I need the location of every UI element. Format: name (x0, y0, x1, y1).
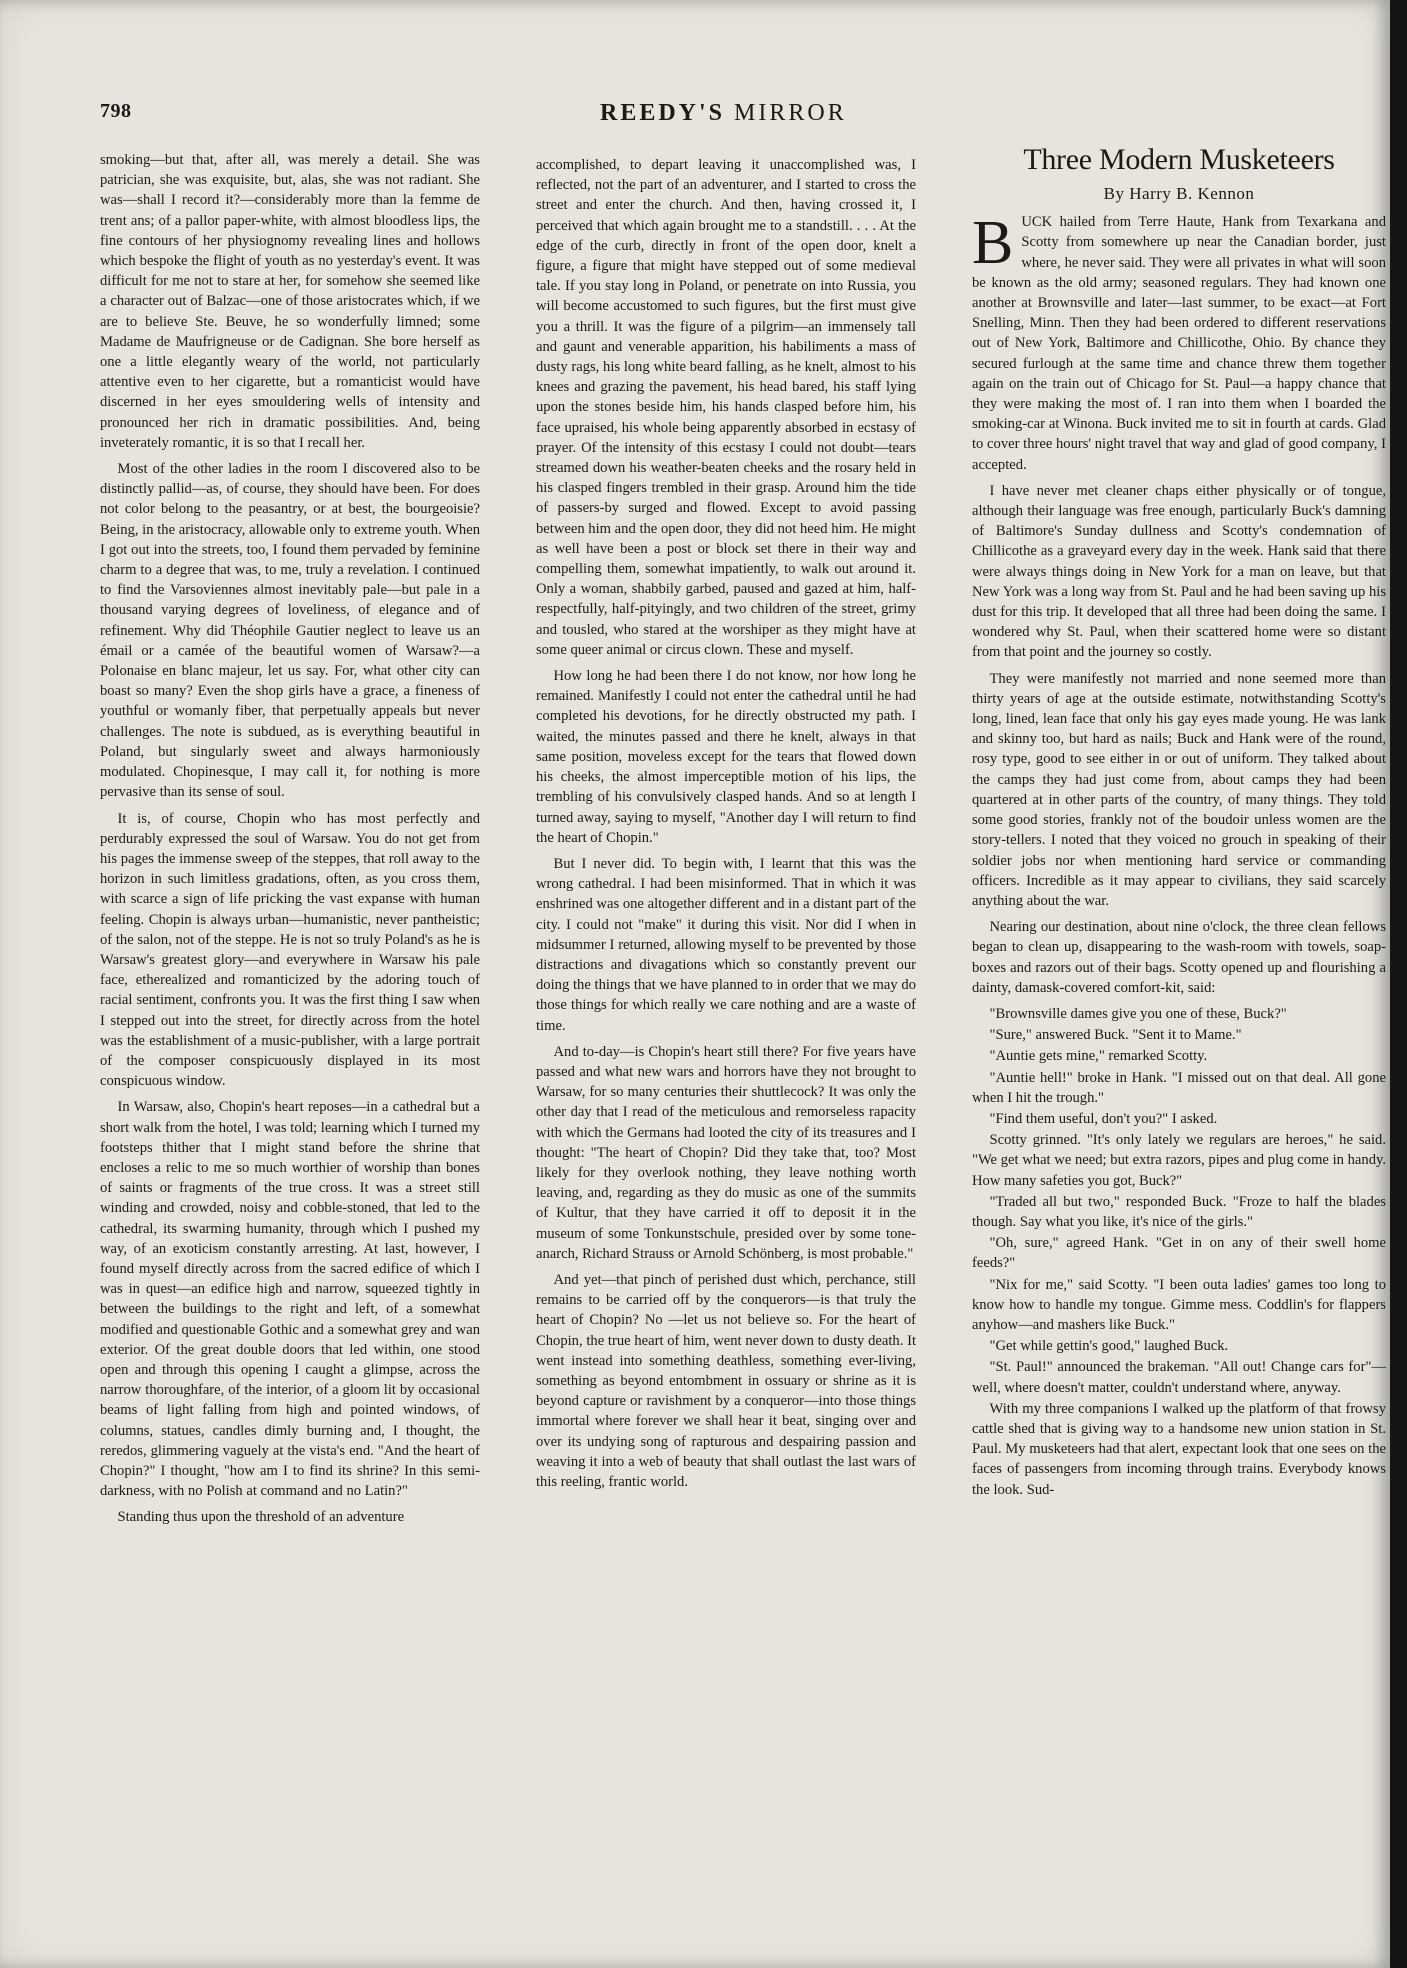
text-column-3 (972, 140, 1386, 1501)
article-title: Three Modern Musketeers (1023, 143, 1335, 176)
masthead-brand: REEDY'S (600, 100, 726, 126)
masthead-title: MIRROR (734, 100, 847, 126)
paragraph: And to-day—is Chopin's heart still there? For five years have passed and what new wars and horrors have they not brought to Warsaw, for so many centuries their shuttlecock? It was only the other day that I read of the meticulous and remorseless rapacity with which the Germans had looted the city of its treasures and I thought: "The heart of Chopin? Did they take that, too? Most likely for they overlook nothing, they leave nothing worth leaving, and, regarding as they do music as one of the summits of Kultur, that they have carried it off to deposit it in the museum of some Tonkunstschule, presided over by some tone-anarch, Richard Strauss or Arnold Schönberg, is most probable." (536, 1043, 916, 1262)
dialogue-line: "Traded all but two," responded Buck. "Froze to half the blades though. Say what you like, it's nice of the girls." (972, 1193, 1386, 1230)
scan-edge (1390, 0, 1407, 1968)
paragraph: Nearing our destination, about nine o'clock, the three clean fellows began to clean up, disappearing to the wash-room with towels, soap-boxes and razors out of their bags. Scotty opened up and flourishing a dainty, damask-covered comfort-kit, said: (972, 919, 1386, 996)
paragraph: accomplished, to depart leaving it unaccomplished was, I reflected, not the part of an adventurer, and I started to cross the street and enter the church. And then, having crossed it, I perceived that which again brought me to a standstill. . . . At the edge of the curb, directly in front of the open door, knelt a figure, a figure that might have stepped out of some medieval tale. If you stay long in Poland, or penetrate on into Russia, you will become accustomed to such figures, but the first must give you a thrill. It was the figure of a pilgrim—an immensely tall and gaunt and venerable apparition, his habiliments a mass of dusty rags, his long white beard falling, as he knelt, almost to his knees and grazing the pavement, his head bared, his staff lying upon the stones beside him, his hands clasped before him, his face upraised, his whole being apparently absorbed in ecstasy of prayer. Of the intensity of this ecstasy I could not doubt—tears streamed down his weather-beaten cheeks and the rosary held in his clasped fingers trembled in their grasp. Around him the tide of passers-by surged and flowed. Except to avoid passing between him and the open door, they did not heed him. He might as well have been a post or block set there in their way and compelling them, somewhat impatiently, to walk out around it. Only a woman, shabbily garbed, paused and gazed at him, half-respectfully, half-pityingly, and two children of the street, grimy and tousled, who stared at the worshiper as they might have at some queer animal or circus clown. These and myself. (536, 157, 916, 658)
dialogue-line: Scotty grinned. "It's only lately we regulars are heroes," he said. "We get what we need; but extra razors, pipes and plug come in handy. How many safeties you got, Buck?" (972, 1132, 1386, 1189)
dialogue-line: "St. Paul!" announced the brakeman. "All out! Change cars for"—well, where doesn't matter, couldn't understand where, anyway. (972, 1359, 1386, 1396)
paragraph: How long he had been there I do not know, nor how long he remained. Manifestly I could not enter the cathedral until he had completed his devotions, for he directly obstructed my path. I waited, the minutes passed and there he knelt, always in that same position, moveless except for the tears that flowed down his cheeks, the almost imperceptible motion of his lips, the trembling of his convulsively clasped hands. And so at length I turned away, saying to myself, "Another day I will return to find the heart of Chopin." (536, 668, 916, 846)
dialogue-line: "Auntie gets mine," remarked Scotty. (989, 1048, 1208, 1065)
lead-text: UCK hailed from Terre Haute, Hank from Texarkana and Scotty from somewhere up near the Canadian border, just where, he never said. They were all privates in what will soon be known as the old army; seasoned regulars. They had known one another at Brownsville and later—last summer, to be exact—at Fort Snelling, Minn. Then they had been ordered to different reservations out of New York, Baltimore and Chillicothe, Ohio. By chance they secured furlough at the same time and chance threw them together again on the train out of Chicago for St. Paul—a happy chance that they were making the most of. I ran into them when I boarded the smoking-car at Winona. Buck invited me to sit in fourth at cards. Glad to cover three hours' night travel that way and glad of good company, I accepted. (972, 214, 1386, 473)
paragraph: It is, of course, Chopin who has most perfectly and perdurably expressed the soul of Warsaw. You do not get from his pages the immense sweep of the steppes, that roll away to the horizon in such limitless gradations, often, as you cross them, with scarce a sign of life pricking the vast expanse with human feeling. Chopin is always urban—humanistic, never pantheistic; of the salon, not of the steppe. He is not so truly Poland's as he is Warsaw's greatest glory—and everywhere in Warsaw his pale face, etherealized and romanticized by the adoring touch of racial sentiment, confronts you. It was the first thing I saw when I stepped out into the street, for directly across from the hotel was the establishment of a music-publisher, with a large portrait of the composer conspicuously displayed in its most conspicuous window. (100, 810, 480, 1090)
paragraph: In Warsaw, also, Chopin's heart reposes—in a cathedral but a short walk from the hotel, I was told; learning which I turned my footsteps thither that I might stand before the shrine that encloses a relic to me so much worthier of worship than bones of saints or fragments of the true cross. It was a street still winding and crowded, noisy and cobble-stoned, that led to the cathedral, its swarming humanity, through which I pushed my way, of an exoticism constantly arresting. At last, however, I found myself directly across from the sacred edifice of which I was in quest—an edifice high and narrow, squeezed tightly in between the buildings to the right and left, of a somewhat modified and questionable Gothic and a somewhat grey and wan exterior. Of the great double doors that led within, one stood open and through this opening I caught a glimpse, across the narrow thoroughfare, of the interior, of a gloom lit by occasional beams of light falling from high and pointed windows, of columns, statues, candles dimly burning and, I thought, the reredos, glimmering vaguely at the vista's end. "And the heart of Chopin?" I thought, "how am I to find its shrine? In this semi-darkness, with no Polish at command and no Latin?" (100, 1099, 480, 1500)
paragraph: Standing thus upon the threshold of an adventure (117, 1509, 405, 1526)
paragraph: Most of the other ladies in the room I discovered also to be distinctly pallid—as, of course, they should have been. For does not color belong to the peasantry, or at best, the bourgeoisie? Being, in the aristocracy, allowable only to extreme youth. When I got out into the streets, too, I found them pervaded by feminine charm to a degree that was, to me, truly a revelation. I continued to find the Varsoviennes almost inevitably pale—but pale in a thousand varying degrees of loveliness, of elegance and of refinement. Why did Théophile Gautier neglect to leave us an émail or a camée of the beautiful women of Warsaw?—a Polonaise en blanc majeur, let us say. For, what other city can boast so many? Even the shop girls have a grace, a fineness of youthful or womanly fiber, that perpetually appeals but never challenges. The note is subdued, as is everything beautiful in Poland, but singularly sweet and always harmoniously modulated. Chopinesque, I may call it, for nothing is more pervasive than its sense of soul. (100, 461, 480, 801)
dialogue-line: "Auntie hell!" broke in Hank. "I missed out on that deal. All gone when I hit the trough." (972, 1069, 1386, 1106)
dialogue-line: With my three companions I walked up the platform of that frowsy cattle shed that is giving way to a handsome new union station in St. Paul. My musketeers had that alert, expectant look that one sees on the faces of passengers from incoming through trains. Everybody knows the look. Sud- (972, 1400, 1386, 1498)
dialogue-line: "Sure," answered Buck. "Sent it to Mame." (989, 1027, 1242, 1044)
lead-paragraph (972, 209, 1386, 475)
dialogue-line: "Oh, sure," agreed Hank. "Get in on any of their swell home feeds?" (972, 1235, 1386, 1272)
page-number: 798 (100, 100, 132, 122)
paragraph: They were manifestly not married and none seemed more than thirty years of age at the outside estimate, notwithstanding Scotty's long, lined, lean face that only his gay eyes made young. He was lank and skinny too, but hard as nails; Buck and Hank were of the round, rosy type, good to see either in or out of uniform. They talked about the camps they had just come from, about camps they had been quartered at in other parts of the country, of many things. They told some good stories, frankly not of the boudoir unless women are the story-tellers. I noted that they voiced no grouch in speaking of their soldier jobs nor when mentioning hard service or commanding officers. Incredible as it may appear to civilians, they said scarcely anything about the war. (972, 670, 1386, 909)
paragraph: smoking—but that, after all, was merely a detail. She was patrician, she was exquisite, but, alas, she was not radiant. She was—shall I record it?—considerably more than la femme de trent ans; of a pallor paper-white, with almost bloodless lips, the fine contours of her physiognomy revealing lines and hollows which bespoke the flight of youth as no yesterday's event. It was difficult for me not to stare at her, for somehow she seemed like a character out of Balzac—one of those aristocrates which, if we are to believe Ste. Beuve, he so wonderfully limned; some Madame de Maufrigneuse or de Cadignan. She bore herself as one a little elegantly weary of the world, not particularly attentive even to her cigarette, but a romanticist would have discerned in her eyes smouldering wells of intensity and pronounced her rich in dramatic possibilities. And, being inveterately romantic, it is so that I recall her. (100, 152, 480, 451)
paragraph: And yet—that pinch of perished dust which, perchance, still remains to be carried off by the conquerors—is that truly the heart of Chopin? No —let us not believe so. For the heart of Chopin, the true heart of him, went never down to dusty death. It went instead into something deathless, something ever-living, something as beyond entombment in ossuary or shrine as it is beyond capture or ravishment by a conqueror—into those things immortal where forever we shall hear it beat, singing over and over its undying song of rapturous and despairing passion and weaving it into a web of beauty that shall outlast the last wars of this reeling, frantic world. (536, 1271, 916, 1490)
text-column-2 (536, 155, 916, 1498)
text-column-1 (100, 150, 480, 1534)
dialogue-line: "Get while gettin's good," laughed Buck. (989, 1338, 1229, 1355)
dialogue-line: "Find them useful, don't you?" I asked. (989, 1110, 1218, 1127)
article-byline: By Harry B. Kennon (1103, 184, 1255, 203)
drop-cap: B (972, 209, 1014, 278)
dialogue-line: "Brownsville dames give you one of these, Buck?" (989, 1005, 1287, 1022)
paragraph: But I never did. To begin with, I learnt that this was the wrong cathedral. I had been misinformed. That in which it was enshrined was one altogether different and in a distant part of the city. I could not "make" it during this visit. Nor did I when in midsummer I returned, allowing myself to be prevented by those distractions and divagations which so constantly prevent our doing the things that we have planned to in order that we may do those things for which really we care nothing and are a waste of time. (536, 855, 916, 1034)
dialogue-line: "Nix for me," said Scotty. "I been outa ladies' games too long to know how to handle my tongue. Gimme mess. Coddlin's for flappers anyhow—and mashers like Buck." (972, 1276, 1386, 1333)
paragraph: I have never met cleaner chaps either physically or of tongue, although their language was free enough, particularly Buck's damning of Baltimore's Sunday dullness and Scotty's condemnation of Chillicothe as a graveyard every day in the week. Hank said that there were always things doing in New York for a man on leave, but that New York was a long way from St. Paul and he had been saving up his dust for this trip. It developed that all three had been doing the same. I wondered why St. Paul, when their scattered home were so distant from that point and the journey so costly. (972, 482, 1386, 661)
masthead (600, 100, 847, 127)
